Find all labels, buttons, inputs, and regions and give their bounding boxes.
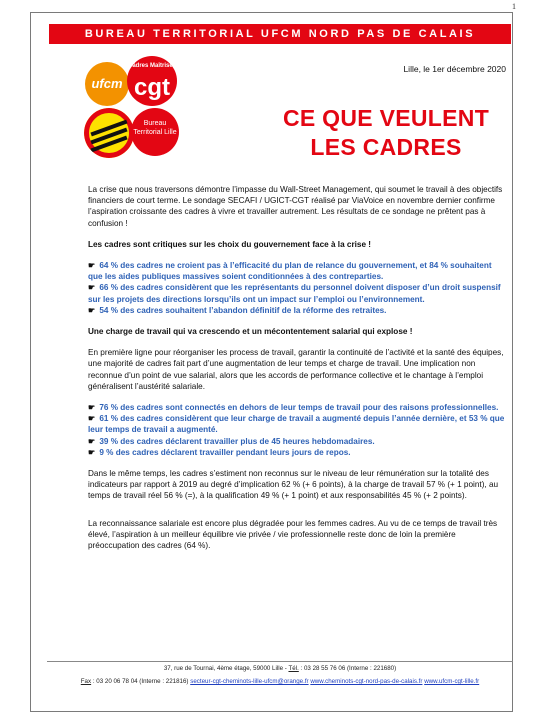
bullet-text: 39 % des cadres déclarent travailler plus de 45 heures hebdomadaires. (99, 436, 375, 446)
footer-website-link[interactable]: www.ufcm-cgt-lille.fr (424, 678, 480, 685)
bureau-territorial-logo (131, 108, 179, 156)
section2-bullet-list (88, 402, 508, 458)
intro-paragraph: La crise que nous traversons démontre l’impasse du Wall-Street Management, qui soumet le travail à des objectifs financiers de court terme. Le sondage SECAFI / UGICT-CGT réalisé par ViaVoice en novembre dernier confirme l’aspiration croissante des cadres à vivre et travailler autrement. Les résultats de ce sondage ne prêtent pas à confusion ! (88, 185, 503, 228)
bullet-text: 54 % des cadres souhaitent l’abandon définitif de la réforme des retraites. (99, 305, 387, 315)
footer-email-link[interactable]: secteur-cgt-cheminots-lille-ufcm@orange.fr (190, 678, 309, 685)
pointing-hand-icon: ☛ (88, 261, 96, 271)
bullet-text: 9 % des cadres déclarent travailler pendant leurs jours de repos. (99, 447, 351, 457)
bullet-text: 76 % des cadres sont connectés en dehors de leur temps de travail pour des raisons professionnelles. (99, 403, 499, 413)
footer-address-line (47, 665, 513, 672)
ufcm-logo-text: ufcm (91, 76, 123, 91)
page-number: 1 (512, 2, 516, 11)
bullet-item (88, 282, 508, 304)
bullet-item (88, 447, 508, 458)
pointing-hand-icon: ☛ (88, 305, 96, 315)
cgt-logo-subtitle: Cadres Maîtrises (127, 63, 177, 69)
bullet-item (88, 413, 508, 435)
pointing-hand-icon: ☛ (88, 283, 96, 293)
footer-tel: : 03 28 55 76 06 (Interne : 221680) (300, 665, 397, 672)
conclusion-paragraph: La reconnaissance salariale est encore plus dégradée pour les femmes cadres. Au vu de ce temps de travail très élevé, l’aspiration à un meilleur équilibre vie privée / vie professionnelle reste donc de loin la première préoccupation des cadres (64 %). (88, 518, 498, 551)
remuneration-paragraph: Dans le même temps, les cadres s’estiment non reconnus sur le niveau de leur rémunération sur la totalité des indicateurs par rapport à 2019 au degré d’implication 62 % (+ 6 points), à la charge de travail 57 % (+ 1 point), au temps de travail réel 56 % (=), à la qualification 49 % (+ 1 point) et aux responsabilités 45 % (+ 2 points). (88, 469, 499, 501)
footer-tel-label: Tél. (288, 665, 299, 672)
cgt-logo-text: cgt (134, 74, 170, 101)
section2-heading: Une charge de travail qui va crescendo et un mécontentement salarial qui explose ! (88, 327, 413, 337)
document-body (88, 184, 508, 551)
footer-fax: : 03 20 06 78 04 (Interne : 221816) (92, 678, 189, 685)
document-date: Lille, le 1er décembre 2020 (403, 64, 506, 74)
bullet-item (88, 436, 508, 447)
header-banner: BUREAU TERRITORIAL UFCM NORD PAS DE CALAIS (49, 24, 511, 44)
section2-paragraph: En première ligne pour réorganiser les process de travail, garantir la continuité de l’activité et la santé des équipes, une majorité de cadres fait part d’une augmentation de leur temps et charge de travail. Une implication non reconnue d’un point de vue salarial, alors que les accords de performance collective et le chantage à l’emploi généralisent l’austérité salariale. (88, 348, 504, 391)
section1-bullet-list (88, 260, 508, 316)
bullet-item (88, 260, 508, 282)
footer-address: 37, rue de Tournai, 4ème étage, 59000 Lille - (163, 665, 287, 672)
pointing-hand-icon: ☛ (88, 436, 96, 446)
footer (47, 661, 513, 692)
footer-fax-label: Fax (80, 678, 92, 685)
bureau-logo-text: Bureau Territorial Lille (133, 120, 177, 136)
cgt-logo (127, 56, 177, 106)
bullet-item (88, 305, 508, 316)
pointing-hand-icon: ☛ (88, 447, 96, 457)
section1-heading: Les cadres sont critiques sur les choix du gouvernement face à la crise ! (88, 239, 372, 249)
bullet-text: 66 % des cadres considèrent que les représentants du personnel doivent disposer d’un droit suspensif sur les projets des directions lorsqu’ils ont un impact sur l’emploi ou l’environnement. (88, 283, 501, 304)
ufcm-logo (85, 62, 129, 106)
bullet-item (88, 402, 508, 413)
footer-website-link[interactable]: www.cheminots-cgt-nord-pas-de-calais.fr (310, 678, 423, 685)
federation-cheminots-logo (84, 108, 134, 158)
bullet-text: 64 % des cadres ne croient pas à l’efficacité du plan de relance du gouvernement, et 84 % souhaitent que les aides publiques massives soient conditionnées à des contreparties. (88, 261, 492, 282)
document-title: CE QUE VEULENT LES CADRES (282, 105, 490, 160)
pointing-hand-icon: ☛ (88, 414, 96, 424)
pointing-hand-icon: ☛ (88, 403, 96, 413)
footer-contact-line (47, 678, 513, 685)
bullet-text: 61 % des cadres considèrent que leur charge de travail a augmenté depuis l’année dernière, et 53 % que leur temps de travail a augmenté. (88, 414, 505, 435)
